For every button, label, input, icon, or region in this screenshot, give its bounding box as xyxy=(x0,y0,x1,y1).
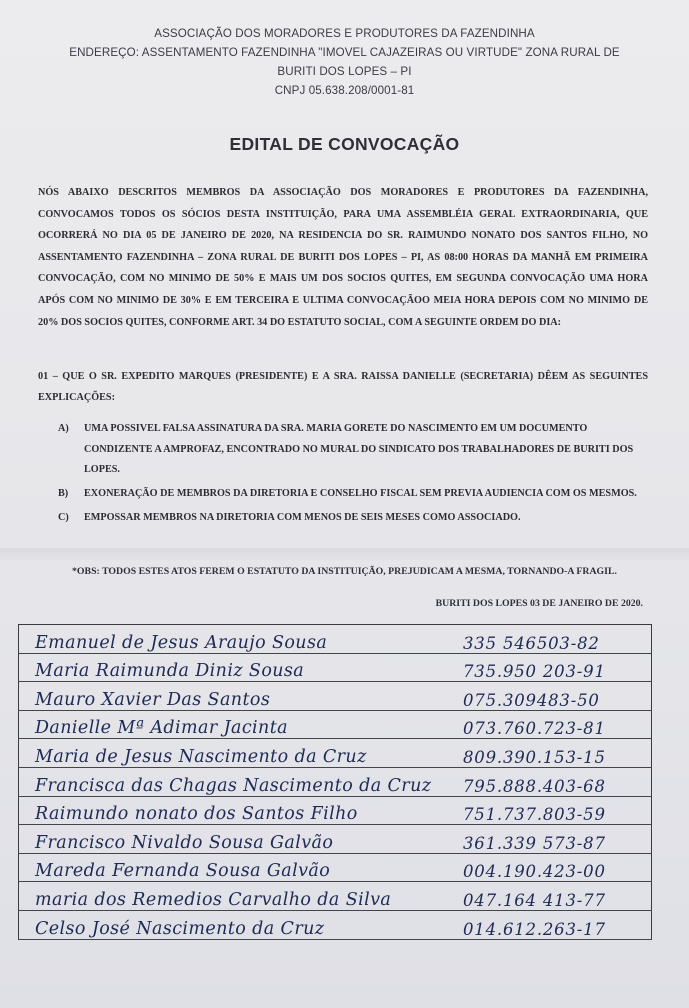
signature-cpf: 809.390.153-15 xyxy=(453,739,652,768)
item-text: UMA POSSIVEL FALSA ASSINATURA DA SRA. MARIA GORETE DO NASCIMENTO EM UM DOCUMENTO CONDIZENTE A AMPROFAZ, ENCONTRADO NO MURAL DO SINDICATO DOS TRABALHADORES DE BURITI DOS LOPES. xyxy=(84,423,634,475)
signature-cpf: 073.760.723-81 xyxy=(453,710,652,739)
signature-cpf: 014.612.263-17 xyxy=(453,910,652,939)
signature-name: Mauro Xavier Das Santos xyxy=(19,682,454,711)
signature-name: Danielle Mª Adimar Jacinta xyxy=(19,710,454,739)
signature-cpf: 335 546503-82 xyxy=(453,625,652,654)
item-letter: A) xyxy=(58,423,69,434)
signature-name: maria dos Remedios Carvalho da Silva xyxy=(19,882,454,911)
item-letter: B) xyxy=(58,487,69,499)
item-letter: C) xyxy=(58,512,69,523)
signature-cpf: 361.339 573-87 xyxy=(453,825,652,854)
address-line: ENDEREÇO: ASSENTAMENTO FAZENDINHA "IMOVEL CAJAZEIRAS OU VIRTUDE" ZONA RURAL DE xyxy=(69,46,620,59)
agenda-item-c xyxy=(58,508,650,529)
document-title: EDITAL DE CONVOCAÇÃO xyxy=(229,134,460,154)
city-line: BURITI DOS LOPES – PI xyxy=(277,65,412,78)
agenda-point-01: 01 – QUE O SR. EXPEDITO MARQUES (PRESIDENTE) E A SRA. RAISSA DANIELLE (SECRETARIA) DÊEM AS SEGUINTES EXPLICAÇÕES: xyxy=(38,371,648,403)
observation-note: *OBS: TODOS ESTES ATOS FEREM O ESTATUTO DA INSTITUIÇÃO, PREJUDICAM A MESMA, TORNANDO-A FRAGIL. xyxy=(72,566,617,577)
cnpj-line: CNPJ 05.638.208/0001-81 xyxy=(274,84,415,97)
signature-cpf: 047.164 413-77 xyxy=(453,882,652,911)
agenda-items-list xyxy=(58,419,650,532)
signature-name: Mareda Fernanda Sousa Galvão xyxy=(19,853,454,882)
signature-name: Raimundo nonato dos Santos Filho xyxy=(19,796,454,825)
table-row xyxy=(19,796,652,825)
signature-name: Celso José Nascimento da Cruz xyxy=(19,910,454,939)
signature-cpf: 735.950 203-91 xyxy=(453,653,652,682)
item-text: EXONERAÇÃO DE MEMBROS DA DIRETORIA E CONSELHO FISCAL SEM PREVIA AUDIENCIA COM OS MESMOS. xyxy=(84,487,637,499)
signature-cpf: 075.309483-50 xyxy=(453,682,652,711)
table-row xyxy=(19,767,652,796)
signatures-table xyxy=(18,624,652,940)
signature-name: Maria de Jesus Nascimento da Cruz xyxy=(19,739,454,768)
signature-name: Francisca das Chagas Nascimento da Cruz xyxy=(19,767,454,796)
signature-cpf: 751.737.803-59 xyxy=(453,796,652,825)
agenda-item-b xyxy=(58,484,650,505)
table-row xyxy=(19,825,652,854)
signature-cpf: 004.190.423-00 xyxy=(453,853,652,882)
place-and-date: BURITI DOS LOPES 03 DE JANEIRO DE 2020. xyxy=(435,598,643,609)
signature-name: Francisco Nivaldo Sousa Galvão xyxy=(19,825,454,854)
table-row xyxy=(19,739,652,768)
signature-name: Emanuel de Jesus Araujo Sousa xyxy=(19,625,454,654)
item-text: EMPOSSAR MEMBROS NA DIRETORIA COM MENOS DE SEIS MESES COMO ASSOCIADO. xyxy=(84,512,521,523)
table-row xyxy=(19,653,652,682)
table-row xyxy=(19,882,652,911)
table-row xyxy=(19,682,652,711)
agenda-item-a xyxy=(58,419,650,481)
table-row xyxy=(19,710,652,739)
signature-name: Maria Raimunda Diniz Sousa xyxy=(19,653,454,682)
table-row xyxy=(19,625,652,654)
paper-fold xyxy=(0,548,689,562)
signature-cpf: 795.888.403-68 xyxy=(453,767,652,796)
document-header xyxy=(0,24,689,100)
convocation-paragraph: NÓS ABAIXO DESCRITOS MEMBROS DA ASSOCIAÇÃO DOS MORADORES E PRODUTORES DA FAZENDINHA, CONVOCAMOS TODOS OS SÓCIOS DESTA INSTITUIÇÃO, PARA UMA ASSEMBLÉIA GERAL EXTRAORDINARIA, QUE OCORRERÁ NO DIA 05 DE JANEIRO DE 2020, NA RESIDENCIA DO SR. RAIMUNDO NONATO DOS SANTOS FILHO, NO ASSENTAMENTO FAZENDINHA – ZONA RURAL DE BURITI DOS LOPES – PI, AS 08:00 HORAS DA MANHÃ EM PRIMEIRA CONVOCAÇÃO, COM NO MINIMO DE 50% E MAIS UM DOS SOCIOS QUITES, EM SEGUNDA CONVOCAÇÃO UMA HORA APÓS COM NO MINIMO DE 30% E EM TERCEIRA E ULTIMA CONVOCAÇÃOO MEIA HORA DEPOIS COM NO MINIMO DE 20% DOS SOCIOS QUITES, CONFORME ART. 34 DO ESTATUTO SOCIAL, COM A SEGUINTE ORDEM DO DIA: xyxy=(38,187,648,328)
table-row xyxy=(19,910,652,939)
association-name: ASSOCIAÇÃO DOS MORADORES E PRODUTORES DA FAZENDINHA xyxy=(154,27,535,40)
table-row xyxy=(19,853,652,882)
